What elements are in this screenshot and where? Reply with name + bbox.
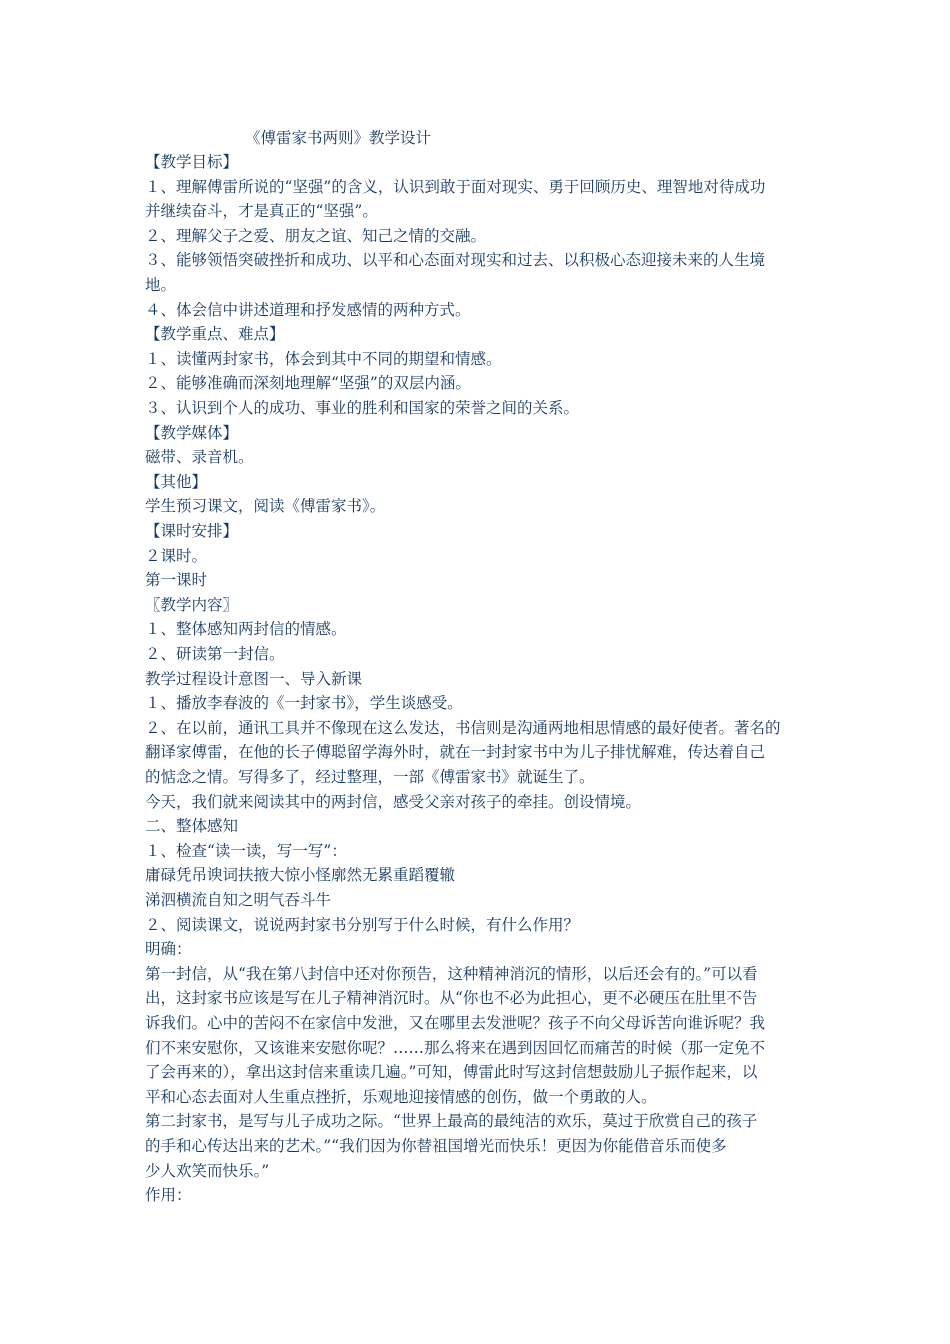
document-line: 并继续奋斗，才是真正的“坚强”。 bbox=[145, 202, 378, 221]
document-line: 的手和心传达出来的艺术。”“我们因为你替祖国增光而快乐！更因为你能借音乐而使多 bbox=[145, 1137, 727, 1155]
document-line: １、理解傅雷所说的“坚强”的含义，认识到敢于面对现实、勇于回顾历史、理智地对待成功 bbox=[145, 177, 766, 196]
document-line: 【教学目标】 bbox=[145, 153, 239, 171]
document-line: ３、认识到个人的成功、事业的胜利和国家的荣誉之间的关系。 bbox=[145, 399, 580, 417]
document-line: ２、研读第一封信。 bbox=[145, 645, 285, 663]
document-line: １、整体感知两封信的情感。 bbox=[145, 620, 347, 639]
document-line: 教学过程设计意图一、导入新课 bbox=[145, 669, 363, 688]
document-line: ３、能够领悟突破挫折和成功、以平和心态面对现实和过去、以积极心态迎接未来的人生境 bbox=[145, 251, 766, 270]
document-line: 诉我们。心中的苦闷不在家信中发泄，又在哪里去发泄呢？孩子不向父母诉苦向谁诉呢？我 bbox=[145, 1014, 766, 1032]
document-line: ２、在以前，通讯工具并不像现在这么发达，书信则是沟通两地相思情感的最好使者。著名的 bbox=[145, 718, 781, 737]
document-line: １、播放李春波的《一封家书》，学生谈感受。 bbox=[145, 694, 463, 713]
document-line: ２、能够准确而深刻地理解“坚强”的双层内涵。 bbox=[145, 374, 471, 393]
document-line: 第一课时 bbox=[145, 571, 208, 590]
document-line: 磁带、录音机。 bbox=[145, 448, 254, 467]
document-line: ４、体会信中讲述道理和抒发感情的两种方式。 bbox=[145, 300, 471, 319]
document-line: 出，这封家书应该是写在儿子精神消沉时。从“你也不必为此担心，更不必硬压在肚里不告 bbox=[145, 989, 758, 1008]
document-line: 平和心态去面对人生重点挫折，乐观地迎接情感的创伤，做一个勇敢的人。 bbox=[145, 1087, 657, 1106]
document-line: 学生预习课文，阅读《傅雷家书》。 bbox=[145, 497, 386, 516]
document-line: ２课时。 bbox=[145, 546, 208, 565]
document-line: 第一封信，从“我在第八封信中还对你预告，这种精神消沉的情形，以后还会有的。”可以看 bbox=[145, 964, 758, 983]
document-line: 第二封家书，是写与儿子成功之际。“世界上最高的最纯洁的欢乐，莫过于欣赏自己的孩子 bbox=[145, 1112, 758, 1131]
document-line: 【课时安排】 bbox=[145, 522, 239, 540]
document-line: 了会再来的），拿出这封信来重读几遍。”可知，傅雷此时写这封信想鼓励儿子振作起来，以 bbox=[145, 1063, 758, 1082]
document-line: １、检查“读一读，写一写”： bbox=[145, 841, 347, 860]
document-line: 二、整体感知 bbox=[145, 817, 239, 836]
document-line: 【其他】 bbox=[145, 472, 208, 491]
document-line: １、读懂两封家书，体会到其中不同的期望和情感。 bbox=[145, 349, 502, 368]
document-line: ２、阅读课文，说说两封家书分别写于什么时候，有什么作用？ bbox=[145, 915, 580, 934]
document-line: 〖教学内容〗 bbox=[145, 595, 239, 614]
document-line: 们不来安慰你，又该谁来安慰你呢？……那么将来在遇到因回忆而痛苦的时候（那一定免不 bbox=[145, 1038, 766, 1057]
document-line: 【教学重点、难点】 bbox=[145, 325, 285, 344]
document-line: 翻译家傅雷，在他的长子傅聪留学海外时，就在一封封家书中为儿子排忧解难，传达着自己 bbox=[145, 743, 766, 762]
document-line: 作用： bbox=[145, 1186, 192, 1205]
document-line: 涕泗横流自知之明气吞斗牛 bbox=[145, 891, 332, 909]
document-line: 庸碌凭吊谀词扶掖大惊小怪廓然无累重蹈覆辙 bbox=[145, 866, 456, 885]
document-line: 【教学媒体】 bbox=[145, 423, 239, 442]
document-title: 《傅雷家书两则》教学设计 bbox=[245, 129, 432, 147]
document-line: 明确： bbox=[145, 940, 192, 959]
document-line: ２、理解父子之爱、朋友之谊、知己之情的交融。 bbox=[145, 226, 487, 245]
document-line: 地。 bbox=[145, 276, 177, 294]
document-line: 的惦念之情。写得多了，经过整理，一部《傅雷家书》就诞生了。 bbox=[145, 768, 595, 786]
document-line: 少人欢笑而快乐。” bbox=[145, 1161, 270, 1180]
document-line: 今天，我们就来阅读其中的两封信，感受父亲对孩子的牵挂。创设情境。 bbox=[145, 792, 642, 811]
